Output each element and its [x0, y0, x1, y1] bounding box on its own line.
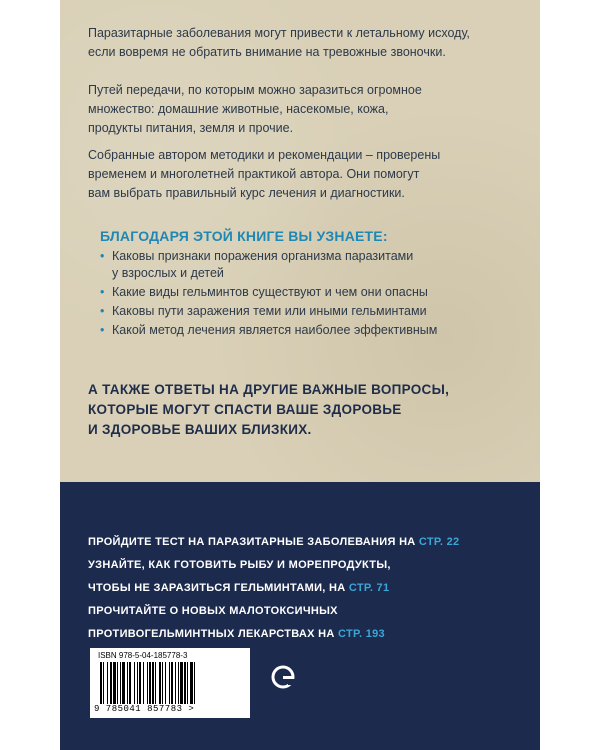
promo-line [88, 531, 528, 554]
list-item [100, 303, 520, 320]
page-reference: СТР. 71 [348, 582, 390, 594]
cover-paper-area [60, 0, 540, 482]
page-reference: СТР. 22 [418, 536, 460, 548]
barcode [90, 648, 250, 718]
text-line: временем и многолетней практикой автора. Они помогут [88, 167, 420, 181]
cover-navy-band [60, 482, 540, 750]
list-item-text: Каковы пути заражения теми или иными гельминтами [112, 304, 427, 318]
text-line: продукты питания, земля и прочие. [88, 121, 294, 135]
text-line: вам выбрать правильный курс лечения и диагностики. [88, 186, 405, 200]
text-line: Собранные автором методики и рекомендации – проверены [88, 148, 441, 162]
promo-block [88, 531, 528, 646]
list-item [100, 322, 520, 339]
bullet-icon: • [100, 323, 105, 337]
barcode-bars-icon [100, 662, 240, 704]
bullet-icon: • [100, 304, 105, 318]
isbn-text: ISBN 978-5-04-185778-3 [98, 651, 188, 660]
text-line: если вовремя не обратить внимание на тревожные звоночки. [88, 45, 446, 59]
list-item-text: Каковы признаки поражения организма паразитами [112, 249, 414, 263]
promo-text: ПРОЙДИТЕ ТЕСТ НА ПАРАЗИТАРНЫЕ ЗАБОЛЕВАНИЯ НА [88, 536, 419, 548]
list-item-text: Какие виды гельминтов существуют и чем они опасны [112, 285, 428, 299]
text-line: И ЗДОРОВЬЕ ВАШИХ БЛИЗКИХ. [88, 422, 312, 437]
learn-section [100, 228, 520, 341]
learn-list [100, 248, 520, 339]
promo-text: ПРОЧИТАЙТЕ О НОВЫХ МАЛОТОКСИЧНЫХ [88, 605, 338, 617]
text-line: А ТАКЖЕ ОТВЕТЫ НА ДРУГИЕ ВАЖНЫЕ ВОПРОСЫ, [88, 382, 450, 397]
ean-number: 9 785041 857783 > [94, 704, 195, 714]
promo-line [88, 577, 528, 600]
list-item-text: у взрослых и детей [112, 266, 224, 280]
list-item-text: Какой метод лечения является наиболее эффективным [112, 323, 438, 337]
text-line: Путей передачи, по которым можно заразиться огромное [88, 83, 422, 97]
promo-text: ЧТОБЫ НЕ ЗАРАЗИТЬСЯ ГЕЛЬМИНТАМИ, НА [88, 582, 349, 594]
learn-heading: БЛАГОДАРЯ ЭТОЙ КНИГЕ ВЫ УЗНАЕТЕ: [100, 228, 388, 244]
book-back-cover [60, 0, 540, 750]
intro-paragraph-1 [88, 24, 508, 62]
page-reference: СТР. 193 [338, 628, 385, 640]
text-line: множество: домашние животные, насекомые, кожа, [88, 102, 389, 116]
promo-text: УЗНАЙТЕ, КАК ГОТОВИТЬ РЫБУ И МОРЕПРОДУКТЫ, [88, 559, 391, 571]
text-line: КОТОРЫЕ МОГУТ СПАСТИ ВАШЕ ЗДОРОВЬЕ [88, 402, 402, 417]
bullet-icon: • [100, 249, 105, 263]
publisher-logo-icon [270, 664, 296, 690]
list-item [100, 284, 520, 301]
promo-text: ПРОТИВОГЕЛЬМИНТНЫХ ЛЕКАРСТВАХ НА [88, 628, 339, 640]
list-item [100, 248, 520, 282]
bullet-icon: • [100, 285, 105, 299]
promo-line [88, 554, 528, 577]
intro-paragraph-3 [88, 146, 508, 203]
also-answers-text [88, 380, 488, 440]
intro-paragraph-2 [88, 81, 508, 138]
promo-line [88, 600, 528, 623]
promo-line [88, 623, 528, 646]
text-line: Паразитарные заболевания могут привести к летальному исходу, [88, 26, 470, 40]
